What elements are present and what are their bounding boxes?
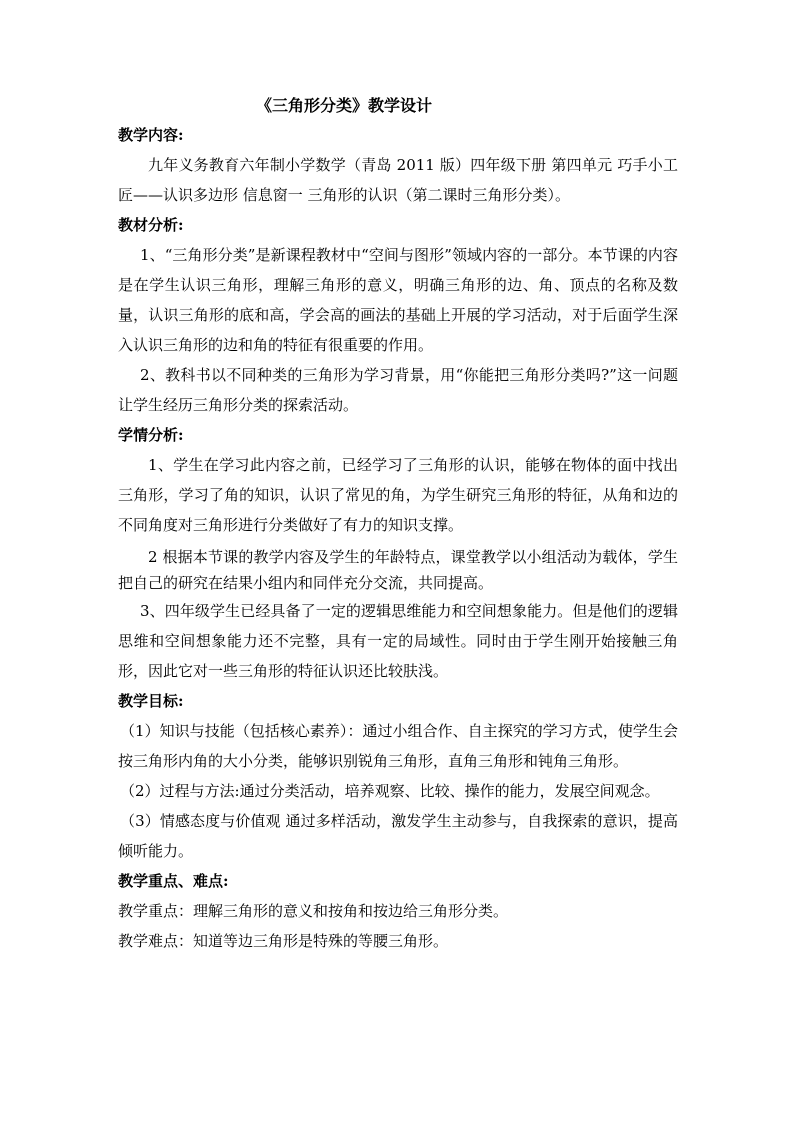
- heading-student-analysis: 学情分析:: [118, 426, 184, 444]
- paragraph-teaching-content: 九年义务教育六年制小学数学（青岛 2011 版）四年级下册 第四单元 巧手小工匠——认识多边形 信息窗一 三角形的认识（第二课时三角形分类）。: [118, 156, 678, 204]
- paragraph-student-analysis-2: 2 根据本节课的教学内容及学生的年龄特点，课堂教学以小组活动为载体，学生把自己的研究在结果小组内和同伴充分交流，共同提高。: [118, 548, 678, 592]
- paragraph-objective-1: （1）知识与技能（包括核心素养）：通过小组合作、自主探究的学习方式，使学生会按三角形内角的大小分类，能够识别锐角三角形，直角三角形和钝角三角形。: [118, 722, 678, 770]
- paragraph-objective-2: （2）过程与方法:通过分类活动，培养观察、比较、操作的能力，发展空间观念。: [120, 782, 660, 800]
- heading-teaching-content: 教学内容:: [118, 126, 184, 144]
- paragraph-student-analysis-3: 3、四年级学生已经具备了一定的逻辑思维能力和空间想象能力。但是他们的逻辑思维和空间想象能力还不完整，具有一定的局域性。同时由于学生刚开始接触三角形，因此它对一些三角形的特征认识还比较肤浅。: [118, 602, 678, 680]
- paragraph-key-point: 教学重点：理解三角形的意义和按角和按边给三角形分类。: [118, 902, 509, 920]
- paragraph-difficult-point: 教学难点：知道等边三角形是特殊的等腰三角形。: [118, 932, 449, 950]
- paragraph-student-analysis-1: 1、学生在学习此内容之前，已经学习了三角形的认识，能够在物体的面中找出三角形，学习了角的知识，认识了常见的角，为学生研究三角形的特征，从角和边的不同角度对三角形进行分类做好了有力的知识支撑。: [118, 456, 678, 534]
- paragraph-textbook-analysis-2: 2、教科书以不同种类的三角形为学习背景，用“你能把三角形分类吗?”这一问题让学生经历三角形分类的探索活动。: [118, 366, 678, 414]
- heading-key-points: 教学重点、难点:: [118, 872, 229, 890]
- paragraph-objective-3: （3）情感态度与价值观 通过多样活动，激发学生主动参与，自我探索的意识，提高倾听能力。: [118, 812, 678, 860]
- document-title: 《三角形分类》教学设计: [256, 96, 433, 115]
- paragraph-textbook-analysis-1: 1、“三角形分类”是新课程教材中“空间与图形”领域内容的一部分。本节课的内容是在学生认识三角形，理解三角形的意义，明确三角形的边、角、顶点的名称及数量，认识三角形的底和高，学会高的画法的基础上开展的学习活动，对于后面学生深入认识三角形的边和角的特征有很重要的作用。: [118, 246, 678, 354]
- document-body: [118, 120, 678, 956]
- heading-teaching-objectives: 教学目标:: [118, 692, 184, 710]
- heading-textbook-analysis: 教材分析:: [118, 216, 184, 234]
